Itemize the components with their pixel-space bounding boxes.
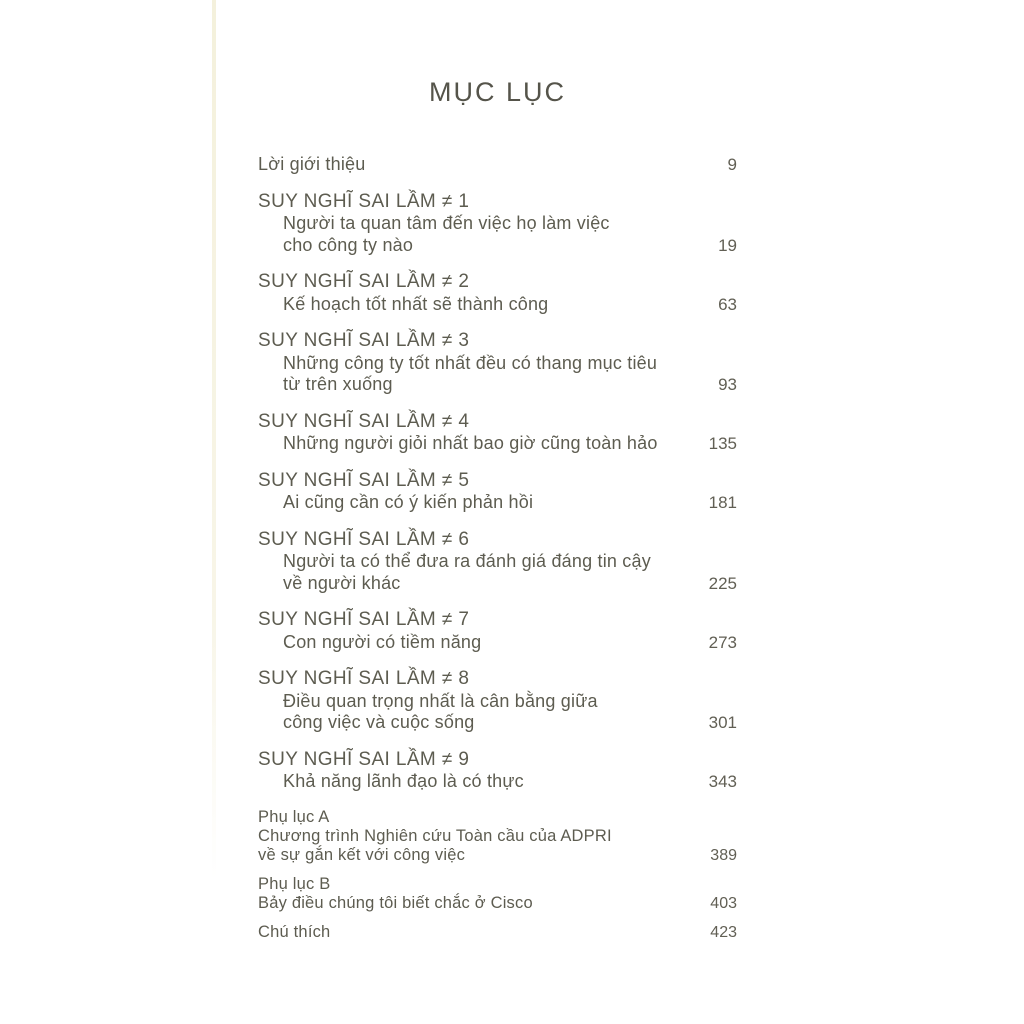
toc-entry-line: Khả năng lãnh đạo là có thực: [283, 771, 524, 791]
toc-entry: [258, 923, 737, 942]
toc-entry-text: [258, 191, 706, 257]
toc-entry-text: [258, 529, 697, 595]
toc-entry-line: Những người giỏi nhất bao giờ cũng toàn hảo: [283, 433, 658, 453]
toc-entry-page-number: 273: [708, 632, 737, 652]
toc-entry-text: [258, 330, 706, 396]
toc-entry-page-number: 63: [718, 294, 737, 314]
toc-entry-text: [258, 749, 697, 793]
toc-entry-heading: SUY NGHĨ SAI LẦM ≠ 4: [258, 410, 470, 432]
toc-entry-heading: SUY NGHĨ SAI LẦM ≠ 7: [258, 609, 470, 630]
toc-entry-line: Chú thích: [258, 922, 331, 941]
toc-entry-page-number: 9: [727, 155, 737, 174]
toc-entry: [258, 271, 737, 315]
toc-entry-text: [258, 411, 697, 455]
toc-entry-line: Con người có tiềm năng: [283, 631, 482, 652]
toc-entry: [258, 470, 737, 514]
toc-entry-line: công việc và cuộc sống: [283, 712, 475, 732]
toc-entry-heading: SUY NGHĨ SAI LẦM ≠ 3: [258, 330, 470, 351]
toc-entry-text: [258, 875, 698, 913]
toc-entry-heading: Phụ lục B: [258, 874, 331, 893]
page-title: MỤC LỤC: [428, 77, 566, 107]
toc-entry: [258, 191, 737, 257]
toc-entry-heading: SUY NGHĨ SAI LẦM ≠ 1: [258, 190, 470, 212]
toc-entry-text: [258, 923, 698, 942]
toc-entry-line: Chương trình Nghiên cứu Toàn cầu của ADPRI: [258, 826, 612, 845]
toc-entry-text: [258, 271, 706, 315]
toc-entry-line: Kế hoạch tốt nhất sẽ thành công: [283, 293, 549, 314]
toc-entry-heading: SUY NGHĨ SAI LẦM ≠ 9: [258, 748, 470, 770]
toc-entry-line: Người ta có thể đưa ra đánh giá đáng tin cậy: [283, 551, 651, 571]
toc-entry-line: về người khác: [283, 572, 401, 593]
toc-entry-text: [258, 154, 716, 176]
toc-entry: [258, 875, 737, 913]
toc-entry: [258, 411, 737, 455]
toc-entry-page-number: 389: [710, 846, 737, 864]
toc-entry-heading: SUY NGHĨ SAI LẦM ≠ 5: [258, 469, 470, 491]
toc-entry-line: Những công ty tốt nhất đều có thang mục tiêu: [283, 352, 658, 373]
toc-entry-line: từ trên xuống: [283, 374, 393, 394]
toc-entry-page-number: 135: [708, 434, 737, 453]
toc-content: [258, 76, 737, 952]
toc-entry: [258, 749, 737, 793]
toc-entry-heading: SUY NGHĨ SAI LẦM ≠ 2: [258, 271, 470, 292]
toc-entry-heading: SUY NGHĨ SAI LẦM ≠ 8: [258, 668, 470, 689]
toc-entry-heading: Phụ lục A: [258, 807, 330, 826]
toc-entry-text: [258, 470, 697, 514]
toc-entry: [258, 609, 737, 653]
toc-entry-line: Lời giới thiệu: [258, 154, 366, 174]
toc-entry-text: [258, 668, 697, 734]
toc-entry-page-number: 403: [710, 894, 737, 912]
toc-entry-heading: SUY NGHĨ SAI LẦM ≠ 6: [258, 528, 470, 550]
page-edge-shadow: [212, 0, 216, 880]
toc-entry-text: [258, 808, 698, 865]
toc-entry-text: [258, 609, 697, 653]
toc-entry-page-number: 301: [708, 713, 737, 732]
toc-entry: [258, 668, 737, 734]
toc-entry: [258, 154, 737, 176]
toc-entry-page-number: 225: [708, 573, 737, 593]
toc-entry: [258, 529, 737, 595]
toc-entry-line: Người ta quan tâm đến việc họ làm việc: [283, 213, 610, 233]
toc-list: [258, 154, 737, 942]
toc-entry-line: cho công ty nào: [283, 234, 414, 255]
toc-entry: [258, 808, 737, 865]
toc-entry: [258, 330, 737, 396]
toc-entry-line: về sự gắn kết với công việc: [258, 845, 466, 864]
toc-entry-line: Bảy điều chúng tôi biết chắc ở Cisco: [258, 893, 533, 912]
toc-entry-page-number: 93: [718, 375, 737, 394]
toc-entry-page-number: 19: [718, 235, 737, 255]
toc-entry-line: Ai cũng cần có ý kiến phản hồi: [283, 492, 534, 512]
toc-entry-page-number: 343: [708, 772, 737, 791]
toc-entry-page-number: 181: [708, 493, 737, 512]
toc-entry-line: Điều quan trọng nhất là cân bằng giữa: [283, 690, 598, 711]
toc-entry-page-number: 423: [710, 923, 737, 941]
